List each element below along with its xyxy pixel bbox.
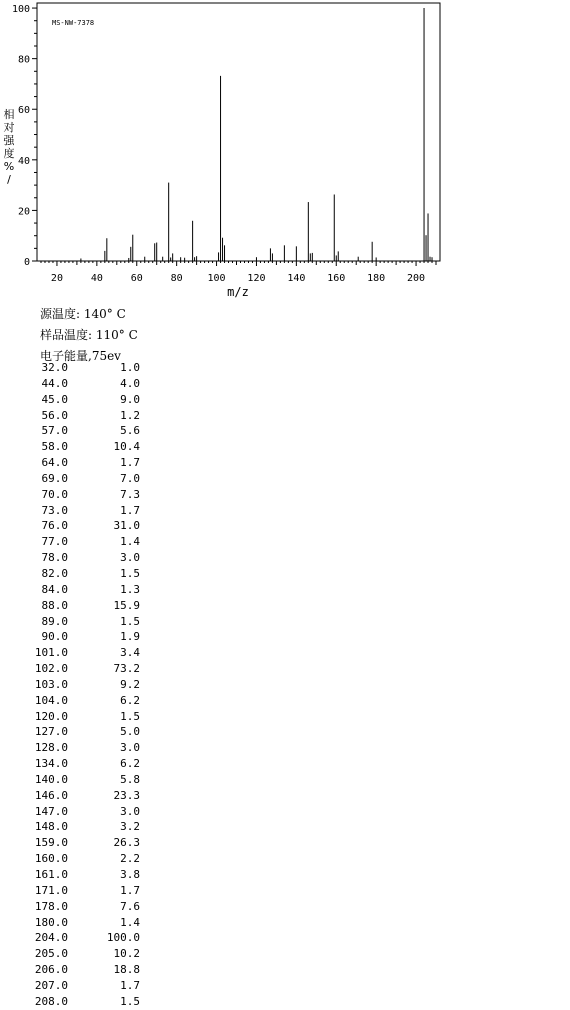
- y-tick-label: 0: [23, 257, 30, 268]
- peak-row: [28, 724, 140, 740]
- peak-abundance: 2.2: [120, 852, 140, 866]
- peak-row: [28, 645, 140, 661]
- mass-spectrum-chart: [0, 0, 570, 305]
- peak-abundance: 10.4: [113, 440, 140, 454]
- peak-mz: 70.0: [41, 487, 68, 501]
- peak-mz: 127.0: [34, 725, 68, 739]
- y-tick-label: 100: [11, 4, 30, 16]
- peak-row: [28, 788, 140, 804]
- peak-abundance: 1.5: [120, 566, 140, 580]
- peak-mz: 178.0: [34, 899, 68, 913]
- peak-row: [28, 930, 140, 946]
- peak-mz: 64.0: [41, 456, 68, 470]
- peak-mz: 77.0: [41, 535, 68, 549]
- peak-mz: 208.0: [34, 994, 68, 1008]
- peak-row: [28, 867, 140, 883]
- peak-row: [28, 439, 140, 455]
- y-tick-label: 80: [17, 54, 30, 66]
- x-axis-label: m/z: [227, 285, 249, 299]
- peak-mz: 56.0: [41, 408, 68, 422]
- peak-mz: 45.0: [41, 392, 68, 406]
- peak-row: [28, 566, 140, 582]
- peak-row: [28, 503, 140, 519]
- peak-abundance: 1.7: [120, 456, 140, 470]
- peak-abundance: 5.8: [120, 772, 140, 786]
- peak-row: [28, 392, 140, 408]
- peak-row: [28, 518, 140, 534]
- peak-abundance: 1.7: [120, 978, 140, 992]
- peak-abundance: 5.6: [120, 424, 140, 438]
- peak-abundance: 6.2: [120, 693, 140, 707]
- peak-row: [28, 550, 140, 566]
- peak-row: [28, 423, 140, 439]
- y-axis-label-char: 对: [3, 121, 15, 134]
- y-axis-label-char: 相: [3, 108, 15, 121]
- peak-abundance: 3.2: [120, 820, 140, 834]
- y-axis-ticks: [12, 4, 37, 268]
- peak-abundance: 18.8: [113, 963, 140, 977]
- peak-mz: 73.0: [41, 503, 68, 517]
- peak-mz: 128.0: [34, 741, 68, 755]
- peak-row: [28, 851, 140, 867]
- x-tick-label: 180: [367, 273, 386, 284]
- peak-table: [28, 360, 140, 1010]
- peak-mz: 58.0: [41, 440, 68, 454]
- x-tick-label: 100: [207, 273, 226, 284]
- peak-mz: 101.0: [34, 646, 68, 660]
- y-axis-label: [4, 107, 16, 186]
- peak-abundance: 26.3: [113, 836, 140, 850]
- peak-mz: 69.0: [41, 471, 68, 485]
- sample-temperature: 样品温度: 110° C: [40, 328, 138, 342]
- peak-mz: 205.0: [34, 947, 68, 961]
- peak-row: [28, 709, 140, 725]
- source-temperature: 源温度: 140° C: [40, 307, 126, 321]
- peak-abundance: 1.5: [120, 994, 140, 1008]
- y-axis-label-char: 强: [3, 134, 15, 147]
- y-axis-label-char: /: [7, 173, 11, 186]
- peak-row: [28, 756, 140, 772]
- peak-abundance: 1.2: [120, 408, 140, 422]
- peak-abundance: 3.8: [120, 868, 140, 881]
- peak-mz: 140.0: [34, 772, 68, 786]
- peak-row: [28, 962, 140, 978]
- peak-abundance: 1.9: [120, 630, 140, 644]
- plot-frame: [37, 3, 440, 261]
- peak-mz: 88.0: [41, 598, 68, 612]
- peak-row: [28, 677, 140, 693]
- peak-abundance: 9.2: [120, 677, 140, 691]
- x-tick-label: 60: [130, 273, 143, 284]
- peak-row: [28, 772, 140, 788]
- spectrum-bars: [81, 8, 432, 261]
- chart-title: MS-NW-7378: [52, 19, 95, 27]
- peak-mz: 104.0: [34, 693, 68, 707]
- peak-mz: 102.0: [34, 662, 68, 676]
- peak-row: [28, 487, 140, 503]
- peak-row: [28, 471, 140, 487]
- peak-abundance: 73.2: [113, 662, 140, 676]
- peak-abundance: 1.5: [120, 709, 140, 723]
- peak-row: [28, 582, 140, 598]
- peak-mz: 207.0: [34, 978, 68, 992]
- x-tick-label: 200: [407, 273, 426, 284]
- peak-row: [28, 614, 140, 630]
- peak-abundance: 1.3: [120, 582, 140, 596]
- peak-abundance: 23.3: [113, 788, 140, 802]
- peak-mz: 89.0: [41, 614, 68, 628]
- peak-mz: 161.0: [34, 868, 68, 881]
- peak-row: [28, 455, 140, 471]
- peak-mz: 147.0: [34, 804, 68, 818]
- y-tick-label: 40: [17, 155, 30, 167]
- peak-mz: 103.0: [34, 677, 68, 691]
- y-tick-label: 20: [17, 206, 30, 218]
- y-axis-label-char: %: [3, 160, 15, 173]
- peak-mz: 160.0: [34, 852, 68, 866]
- peak-mz: 159.0: [34, 836, 68, 850]
- peak-abundance: 1.7: [120, 883, 140, 897]
- peak-row: [28, 946, 140, 962]
- peak-row: [28, 534, 140, 550]
- peak-abundance: 15.9: [113, 598, 140, 612]
- x-tick-label: 80: [170, 273, 183, 284]
- peak-abundance: 4.0: [120, 376, 140, 390]
- peak-abundance: 100.0: [106, 931, 140, 945]
- peak-abundance: 7.6: [120, 899, 140, 913]
- peak-abundance: 1.4: [120, 535, 140, 549]
- x-tick-label: 40: [90, 273, 103, 284]
- peak-row: [28, 693, 140, 709]
- peak-mz: 204.0: [34, 931, 68, 945]
- peak-abundance: 5.0: [120, 725, 140, 739]
- x-tick-label: 140: [287, 273, 306, 284]
- peak-abundance: 1.4: [120, 915, 140, 929]
- peak-row: [28, 819, 140, 835]
- peak-abundance: 9.0: [120, 392, 140, 406]
- peak-abundance: 3.4: [120, 646, 140, 660]
- peak-mz: 134.0: [34, 757, 68, 771]
- peak-row: [28, 978, 140, 994]
- peak-row: [28, 740, 140, 756]
- peak-abundance: 1.0: [120, 361, 140, 374]
- peak-row: [28, 899, 140, 915]
- x-tick-label: 160: [327, 273, 346, 284]
- peak-mz: 171.0: [34, 883, 68, 897]
- peak-mz: 57.0: [41, 424, 68, 438]
- peak-mz: 82.0: [41, 566, 68, 580]
- peak-row: [28, 598, 140, 614]
- peak-mz: 180.0: [34, 915, 68, 929]
- x-tick-label: 120: [247, 273, 266, 284]
- peak-mz: 148.0: [34, 820, 68, 834]
- peak-row: [28, 629, 140, 645]
- peak-abundance: 31.0: [113, 519, 140, 533]
- peak-abundance: 7.3: [120, 487, 140, 501]
- peak-mz: 78.0: [41, 551, 68, 565]
- peak-mz: 90.0: [41, 630, 68, 644]
- peak-row: [28, 360, 140, 376]
- y-tick-label: 60: [17, 105, 30, 117]
- peak-mz: 120.0: [34, 709, 68, 723]
- peak-row: [28, 994, 140, 1010]
- peak-row: [28, 408, 140, 424]
- peak-abundance: 3.0: [120, 551, 140, 565]
- peak-abundance: 3.0: [120, 804, 140, 818]
- peak-abundance: 1.7: [120, 503, 140, 517]
- electron-energy: 电子能量,75ev: [40, 349, 121, 363]
- peak-abundance: 3.0: [120, 741, 140, 755]
- peak-mz: 206.0: [34, 963, 68, 977]
- peak-abundance: 1.5: [120, 614, 140, 628]
- x-axis-ticks: [41, 261, 436, 284]
- peak-mz: 32.0: [41, 361, 68, 374]
- peak-mz: 84.0: [41, 582, 68, 596]
- peak-row: [28, 883, 140, 899]
- peak-abundance: 6.2: [120, 757, 140, 771]
- peak-abundance: 10.2: [113, 947, 140, 961]
- peak-mz: 146.0: [34, 788, 68, 802]
- peak-abundance: 7.0: [120, 471, 140, 485]
- x-tick-label: 20: [50, 273, 63, 284]
- peak-row: [28, 661, 140, 677]
- peak-row: [28, 804, 140, 820]
- peak-row: [28, 915, 140, 931]
- y-axis-label-char: 度: [3, 147, 15, 160]
- peak-row: [28, 376, 140, 392]
- peak-mz: 76.0: [41, 519, 68, 533]
- peak-mz: 44.0: [41, 376, 68, 390]
- peak-row: [28, 835, 140, 851]
